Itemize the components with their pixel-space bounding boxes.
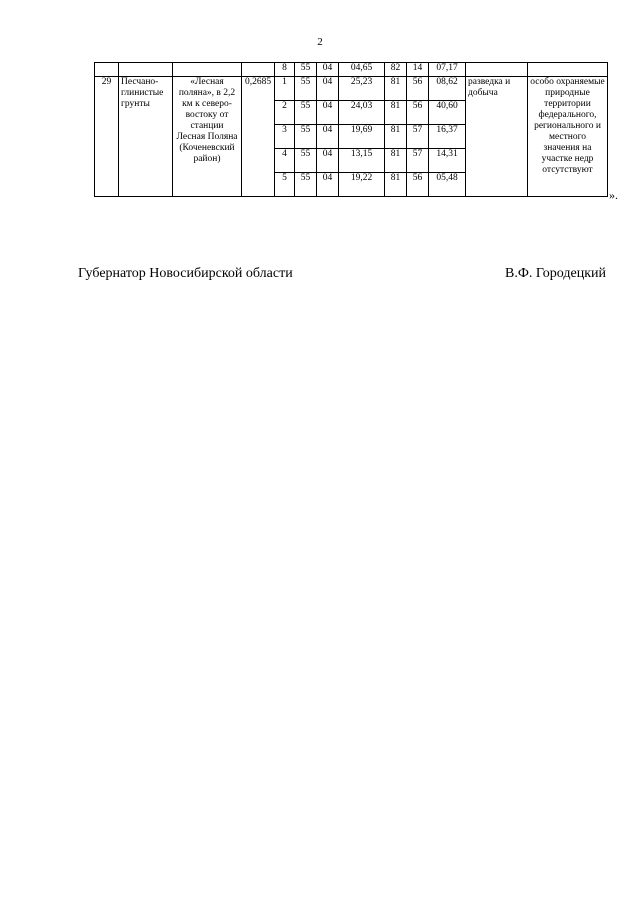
lon-seconds: 14,31 — [429, 149, 466, 173]
entry-number: 29 — [95, 77, 119, 197]
lon-minutes: 56 — [407, 173, 429, 197]
lat-seconds: 04,65 — [339, 63, 385, 77]
lat-degrees: 55 — [295, 101, 317, 125]
lat-degrees: 55 — [295, 77, 317, 101]
point-number: 2 — [275, 101, 295, 125]
lon-seconds: 08,62 — [429, 77, 466, 101]
lon-degrees: 81 — [385, 101, 407, 125]
lon-seconds: 16,37 — [429, 125, 466, 149]
empty-cell — [242, 63, 275, 77]
lat-minutes: 04 — [317, 63, 339, 77]
usage-purpose: разведка и добыча — [466, 77, 528, 197]
lat-degrees: 55 — [295, 149, 317, 173]
lon-minutes: 56 — [407, 101, 429, 125]
point-number: 4 — [275, 149, 295, 173]
lon-seconds: 07,17 — [429, 63, 466, 77]
signatory-name: В.Ф. Городецкий — [505, 266, 606, 281]
lat-seconds: 13,15 — [339, 149, 385, 173]
lat-seconds: 25,23 — [339, 77, 385, 101]
empty-cell — [95, 63, 119, 77]
lat-minutes: 04 — [317, 149, 339, 173]
empty-cell — [173, 63, 242, 77]
point-number: 1 — [275, 77, 295, 101]
lat-degrees: 55 — [295, 63, 317, 77]
lat-minutes: 04 — [317, 101, 339, 125]
lat-minutes: 04 — [317, 77, 339, 101]
protected-areas-note: особо охраняемые природные территории федерального, регионального и местного значения на участке недр отсутствуют — [528, 77, 608, 197]
lat-minutes: 04 — [317, 125, 339, 149]
lon-minutes: 57 — [407, 149, 429, 173]
lon-minutes: 14 — [407, 63, 429, 77]
lat-degrees: 55 — [295, 173, 317, 197]
lon-degrees: 81 — [385, 173, 407, 197]
mineral-type: Песчано-глинистые грунты — [119, 77, 173, 197]
lat-degrees: 55 — [295, 125, 317, 149]
deposits-table — [94, 62, 608, 197]
table-row-entry — [95, 77, 608, 101]
signature-block — [78, 266, 606, 282]
lon-degrees: 81 — [385, 125, 407, 149]
lat-seconds: 24,03 — [339, 101, 385, 125]
empty-cell — [466, 63, 528, 77]
closing-quote-mark: ». — [609, 188, 618, 202]
point-number: 5 — [275, 173, 295, 197]
empty-cell — [528, 63, 608, 77]
point-number: 8 — [275, 63, 295, 77]
lon-degrees: 82 — [385, 63, 407, 77]
signatory-position: Губернатор Новосибирской области — [78, 266, 293, 281]
lon-seconds: 40,60 — [429, 101, 466, 125]
lat-seconds: 19,22 — [339, 173, 385, 197]
table-row-previous — [95, 63, 608, 77]
lat-seconds: 19,69 — [339, 125, 385, 149]
lon-degrees: 81 — [385, 149, 407, 173]
lon-minutes: 56 — [407, 77, 429, 101]
lon-seconds: 05,48 — [429, 173, 466, 197]
point-number: 3 — [275, 125, 295, 149]
area-value: 0,2685 — [242, 77, 275, 197]
lon-degrees: 81 — [385, 77, 407, 101]
page-number: 2 — [317, 36, 323, 48]
empty-cell — [119, 63, 173, 77]
lon-minutes: 57 — [407, 125, 429, 149]
lat-minutes: 04 — [317, 173, 339, 197]
location-description: «Лесная поляна», в 2,2 км к северо-востоку от станции Лесная Поляна (Коченевский район) — [173, 77, 242, 197]
